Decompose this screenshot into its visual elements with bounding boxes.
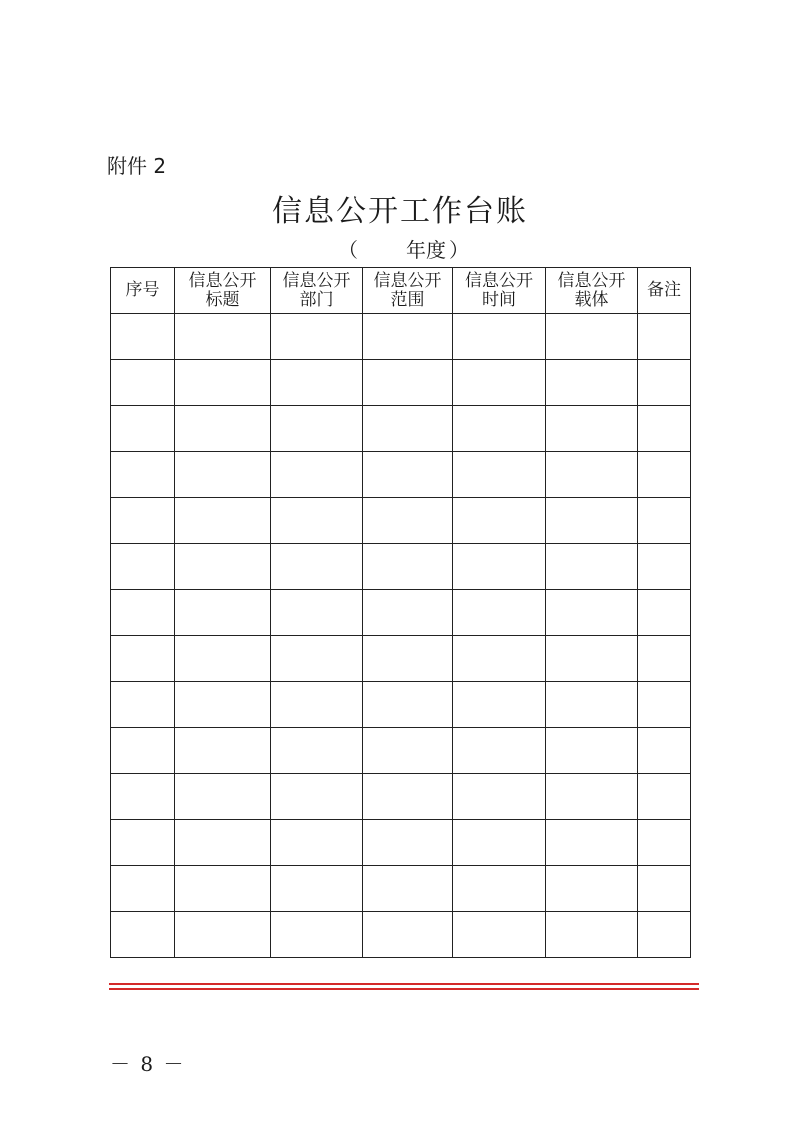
table-cell [111,452,175,498]
red-rule-top [109,983,699,985]
table-cell [271,544,363,590]
table-cell [363,452,453,498]
table-cell [271,728,363,774]
table-cell [546,406,638,452]
table-cell [363,728,453,774]
year-label: 年度 [406,238,446,262]
table-cell [546,498,638,544]
table-cell [546,452,638,498]
column-header-scope: 信息公开 范围 [363,268,453,314]
table-cell [111,820,175,866]
table-row [111,406,691,452]
table-cell [271,820,363,866]
table-row [111,360,691,406]
table-cell [271,406,363,452]
column-header-time: 信息公开 时间 [453,268,546,314]
table-cell [175,636,271,682]
table-cell [175,774,271,820]
table-cell [271,590,363,636]
table-cell [546,544,638,590]
table-header-row [111,268,691,314]
table-cell [546,682,638,728]
document-title: 信息公开工作台账 [272,194,528,229]
table-cell [363,406,453,452]
table-cell [453,314,546,360]
table-cell [175,544,271,590]
table-cell [453,820,546,866]
table-cell [363,360,453,406]
table-cell [111,544,175,590]
table-cell [111,682,175,728]
table-cell [638,636,691,682]
table-cell [111,866,175,912]
table-cell [453,544,546,590]
table-cell [111,912,175,958]
table-cell [638,590,691,636]
table-cell [363,682,453,728]
table-cell [638,498,691,544]
table-cell [638,406,691,452]
table-cell [546,912,638,958]
table-cell [271,636,363,682]
table-cell [175,912,271,958]
table-cell [271,866,363,912]
table-cell [638,682,691,728]
table-row [111,682,691,728]
table-cell [111,774,175,820]
table-cell [175,314,271,360]
table-cell [453,682,546,728]
table-cell [111,406,175,452]
table-row [111,498,691,544]
table-cell [638,728,691,774]
table-cell [363,544,453,590]
table-cell [546,774,638,820]
table-cell [638,820,691,866]
table-cell [175,682,271,728]
table-cell [453,728,546,774]
table-cell [546,820,638,866]
table-cell [453,498,546,544]
table-cell [271,314,363,360]
column-header-title: 信息公开 标题 [175,268,271,314]
table-cell [546,866,638,912]
table-cell [546,590,638,636]
table-cell [175,360,271,406]
table-cell [111,590,175,636]
table-cell [111,498,175,544]
table-cell [453,406,546,452]
page-number: － 8 － [110,1052,186,1076]
open-paren: （ [338,238,358,262]
table-cell [271,498,363,544]
ledger-body [111,314,691,958]
table-cell [271,452,363,498]
table-cell [363,820,453,866]
table-row [111,452,691,498]
table-cell [111,314,175,360]
table-row [111,866,691,912]
table-cell [453,360,546,406]
table-cell [175,728,271,774]
table-cell [453,452,546,498]
column-header-department: 信息公开 部门 [271,268,363,314]
table-cell [111,728,175,774]
table-cell [638,912,691,958]
table-cell [638,866,691,912]
table-cell [638,360,691,406]
table-cell [546,636,638,682]
table-cell [363,636,453,682]
table-row [111,590,691,636]
table-cell [271,360,363,406]
table-cell [453,590,546,636]
red-divider [109,983,699,991]
table-cell [638,452,691,498]
table-cell [638,774,691,820]
table-cell [453,866,546,912]
table-row [111,314,691,360]
table-cell [175,498,271,544]
table-cell [363,774,453,820]
table-cell [363,866,453,912]
attachment-label: 附件 2 [107,154,167,178]
table-cell [175,406,271,452]
table-cell [271,912,363,958]
table-cell [363,912,453,958]
table-cell [111,636,175,682]
table-row [111,636,691,682]
table-cell [271,774,363,820]
table-cell [546,360,638,406]
table-cell [175,820,271,866]
table-cell [363,590,453,636]
ledger-table [110,267,691,958]
close-paren: ） [449,238,469,262]
table-row [111,774,691,820]
table-row [111,820,691,866]
table-cell [271,682,363,728]
table-cell [175,590,271,636]
table-cell [175,452,271,498]
column-header-medium: 信息公开 载体 [546,268,638,314]
table-cell [453,774,546,820]
table-cell [363,498,453,544]
table-cell [638,544,691,590]
red-rule-bottom [109,988,699,990]
table-cell [546,314,638,360]
table-cell [363,314,453,360]
table-row [111,728,691,774]
table-cell [453,912,546,958]
table-cell [638,314,691,360]
table-row [111,544,691,590]
column-header-remarks: 备注 [638,268,691,314]
table-cell [111,360,175,406]
table-cell [546,728,638,774]
table-row [111,912,691,958]
year-line [338,234,468,260]
column-header-index: 序号 [111,268,175,314]
table-cell [453,636,546,682]
table-cell [175,866,271,912]
